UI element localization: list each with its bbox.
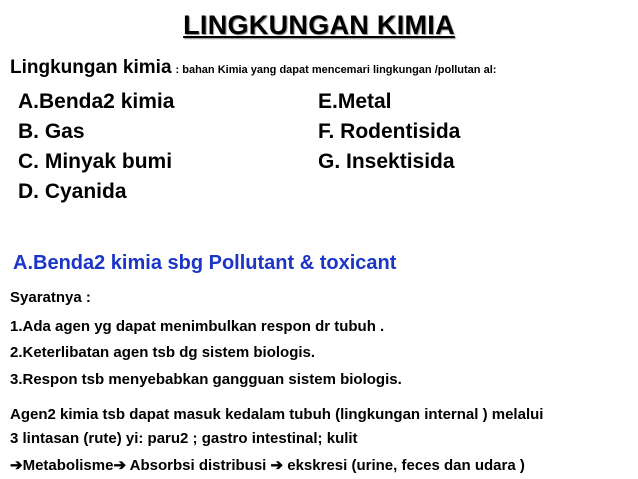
intro-lead: Lingkungan kimia xyxy=(10,57,172,78)
intro-line xyxy=(10,57,496,79)
list-item-e: E.Metal xyxy=(318,90,392,113)
flow-step-2: Absorbsi distribusi xyxy=(129,457,267,474)
syarat-item-3: 3.Respon tsb menyebabkan gangguan sistem biologis. xyxy=(10,371,402,388)
list-item-g: G. Insektisida xyxy=(318,150,455,173)
flow-line xyxy=(10,456,525,474)
paragraph-line-1: Agen2 kimia tsb dapat masuk kedalam tubuh (lingkungan internal ) melalui xyxy=(10,406,544,423)
page-title: LINGKUNGAN KIMIA xyxy=(183,10,455,40)
intro-rest: : bahan Kimia yang dapat mencemari lingkungan /pollutan al: xyxy=(175,64,497,76)
syarat-item-1: 1.Ada agen yg dapat menimbulkan respon dr tubuh . xyxy=(10,318,385,335)
section-heading: A.Benda2 kimia sbg Pollutant & toxicant xyxy=(13,252,397,274)
list-item-c: C. Minyak bumi xyxy=(18,150,173,173)
flow-step-3: ekskresi (urine, feces dan udara ) xyxy=(287,457,525,474)
list-item-a: A.Benda2 kimia xyxy=(18,90,175,113)
syarat-item-2: 2.Keterlibatan agen tsb dg sistem biologis. xyxy=(10,344,316,361)
paragraph-line-2: 3 lintasan (rute) yi: paru2 ; gastro intestinal; kulit xyxy=(10,430,358,447)
list-item-b: B. Gas xyxy=(18,120,85,143)
list-item-f: F. Rodentisida xyxy=(318,120,461,143)
list-item-d: D. Cyanida xyxy=(18,180,127,203)
right-arrow-icon: ➔ xyxy=(10,457,23,474)
right-arrow-icon: ➔ xyxy=(270,457,284,474)
syarat-label: Syaratnya : xyxy=(10,289,91,306)
right-arrow-icon: ➔ xyxy=(113,457,127,474)
flow-step-1: Metabolisme xyxy=(22,457,114,474)
